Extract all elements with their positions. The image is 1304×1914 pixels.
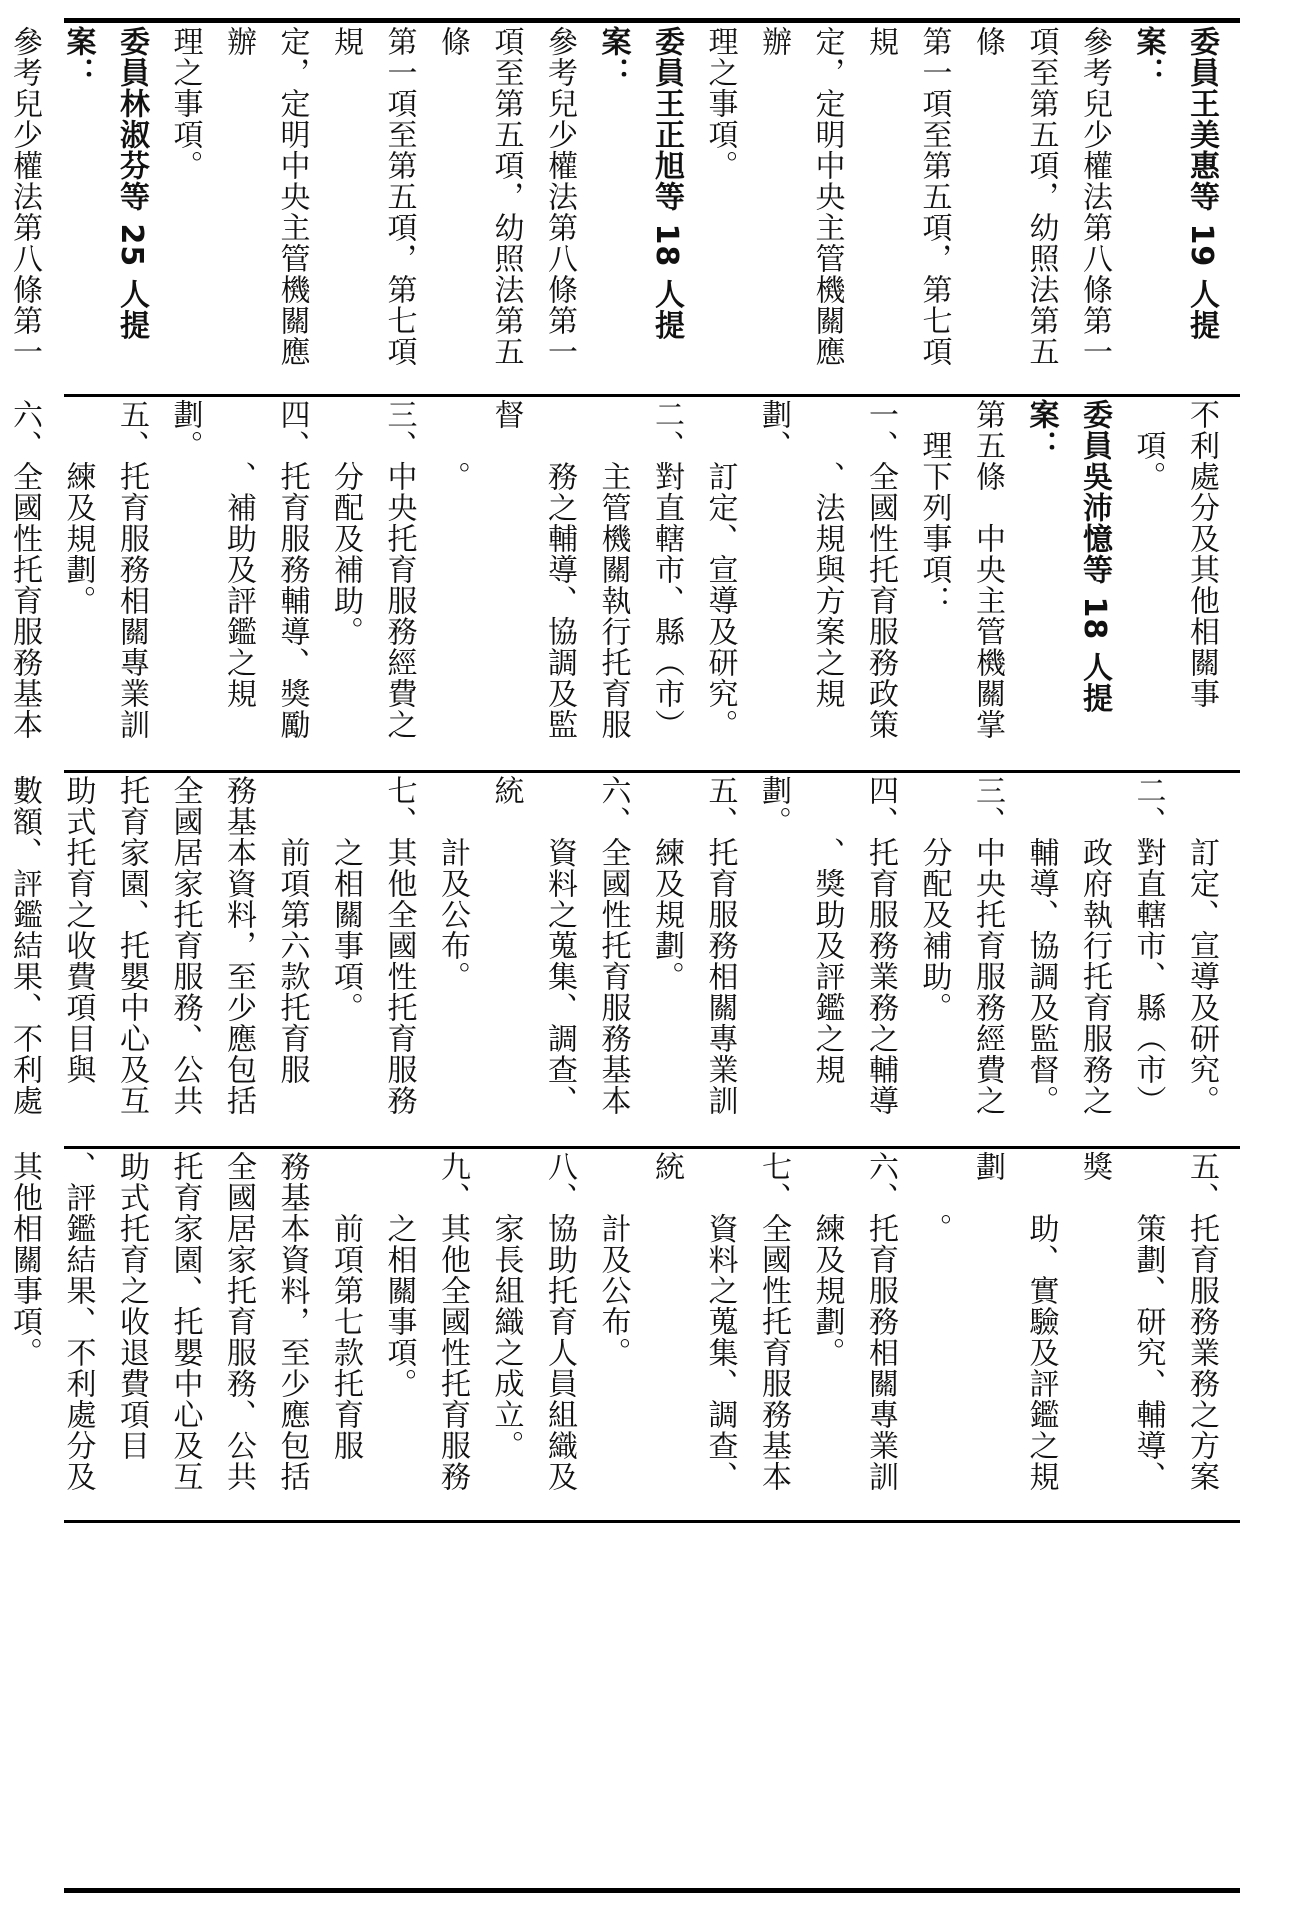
text-line: 三、中央托育服務經費之 xyxy=(970,775,1005,1116)
text-band-3 xyxy=(7,775,1240,1144)
band-divider xyxy=(64,1146,1240,1149)
text-line: 定，定明中央主管機關應辦 xyxy=(756,26,845,367)
text-line: 六、托育服務相關專業訓 xyxy=(863,1151,898,1492)
text-band-1 xyxy=(7,26,1240,392)
text-line: 。 xyxy=(916,1151,952,1244)
text-line: 六、全國性托育服務基本 xyxy=(595,775,631,1116)
text-line: 第五條 中央主管機關掌 xyxy=(970,399,1005,740)
text-line: 之相關事項。 xyxy=(381,1151,417,1399)
text-line: 三、中央托育服務經費之 xyxy=(381,399,417,740)
proposal-heading: 委員王美惠等 19 人提案： xyxy=(1130,26,1219,341)
band-divider xyxy=(64,770,1240,773)
text-line: 一、全國性托育服務政策 xyxy=(863,399,898,740)
text-line: 練及規劃。 xyxy=(649,775,684,992)
top-rule xyxy=(64,18,1240,23)
text-line: 七、全國性托育服務基本 xyxy=(756,1151,791,1492)
text-line: 理之事項。 xyxy=(702,26,738,181)
text-line: 訂定、宣導及研究。 xyxy=(702,399,738,740)
band-1-text xyxy=(7,26,1240,392)
text-line: 參考兒少權法第八條第一 xyxy=(7,26,42,367)
text-line: 七、其他全國性托育服務 xyxy=(381,775,417,1116)
text-line: 九、其他全國性托育服務 xyxy=(435,1151,470,1492)
text-line: 前項第七款托育服 xyxy=(328,1151,363,1461)
band-divider xyxy=(64,394,1240,397)
text-line: 家長組織之成立。 xyxy=(488,1151,524,1461)
band-2-text xyxy=(7,399,1240,768)
text-line: 。 xyxy=(435,399,470,492)
text-line: 八、協助托育人員組織及 xyxy=(542,1151,577,1492)
band-divider xyxy=(64,1520,1240,1523)
text-line: 第一項至第五項，第七項規 xyxy=(863,26,952,367)
proposal-heading: 委員林淑芬等 25 人提案： xyxy=(60,26,149,341)
text-line: 、評鑑結果、不利處分及 xyxy=(60,1151,96,1492)
text-line: 助式托育之收費項目與 xyxy=(60,775,96,1085)
text-band-2 xyxy=(7,399,1240,768)
text-line: 項。 xyxy=(1130,399,1166,492)
text-line: 二、對直轄市、縣（市） xyxy=(649,399,684,740)
text-line: 策劃、研究、輔導、獎 xyxy=(1077,1151,1166,1492)
text-line: 務基本資料，至少應包括 xyxy=(221,775,256,1116)
text-line: 資料之蒐集、調查、統 xyxy=(649,1151,738,1492)
text-line: 助式托育之收退費項目 xyxy=(114,1151,149,1461)
text-line: 數額、評鑑結果、不利處 xyxy=(7,775,42,1116)
bottom-rule xyxy=(64,1888,1240,1893)
text-line: 五、托育服務相關專業訓 xyxy=(114,399,149,740)
proposal-heading: 委員吳沛憶等 18 人提案： xyxy=(1023,399,1112,714)
text-line: 、補助及評鑑之規劃。 xyxy=(167,399,256,709)
text-line: 主管機關執行托育服 xyxy=(595,399,631,740)
text-line: 練及規劃。 xyxy=(60,399,96,616)
text-line: 、獎助及評鑑之規劃。 xyxy=(756,775,845,1085)
text-line: 務之輔導、協調及監督 xyxy=(488,399,577,740)
text-line: 項至第五項，幼照法第五條 xyxy=(435,26,524,367)
text-line: 項至第五項，幼照法第五條 xyxy=(970,26,1059,367)
text-line: 其他相關事項。 xyxy=(7,1151,42,1368)
text-line: 計及公布。 xyxy=(595,1151,631,1368)
text-line: 定，定明中央主管機關應辦 xyxy=(221,26,310,367)
text-line: 之相關事項。 xyxy=(328,775,363,1023)
text-line: 輔導、協調及監督。 xyxy=(1023,775,1059,1116)
text-line: 訂定、宣導及研究。 xyxy=(1184,775,1219,1116)
text-line: 第一項至第五項，第七項規 xyxy=(328,26,417,367)
text-line: 計及公布。 xyxy=(435,775,470,992)
text-line: 二、對直轄市、縣（市） xyxy=(1130,775,1166,1116)
text-line: 托育家園、托嬰中心及互 xyxy=(114,775,149,1116)
text-line: 全國居家托育服務、公共 xyxy=(167,775,203,1116)
band-4-text xyxy=(7,1151,1240,1518)
text-line: 五、托育服務業務之方案 xyxy=(1184,1151,1219,1492)
text-line: 政府執行托育服務之 xyxy=(1077,775,1112,1116)
text-line: 四、托育服務輔導、獎勵 xyxy=(274,399,310,740)
text-line: 理下列事項： xyxy=(916,399,952,616)
text-line: 托育家園、托嬰中心及互 xyxy=(167,1151,203,1492)
band-3-text xyxy=(7,775,1240,1144)
text-line: 前項第六款托育服 xyxy=(274,775,310,1085)
text-line: 參考兒少權法第八條第一 xyxy=(542,26,577,367)
proposal-heading: 委員王正旭等 18 人提案： xyxy=(595,26,684,341)
text-line: 參考兒少權法第八條第一 xyxy=(1077,26,1112,367)
text-line: 六、全國性托育服務基本 xyxy=(7,399,42,740)
text-line: 全國居家托育服務、公共 xyxy=(221,1151,256,1492)
text-line: 分配及補助。 xyxy=(916,775,952,1023)
text-line: 分配及補助。 xyxy=(328,399,363,647)
text-line: 、法規與方案之規劃、 xyxy=(756,399,845,709)
text-line: 助、實驗及評鑑之規劃 xyxy=(970,1151,1059,1492)
text-line: 理之事項。 xyxy=(167,26,203,181)
text-line: 五、托育服務相關專業訓 xyxy=(702,775,738,1116)
text-line: 務基本資料，至少應包括 xyxy=(274,1151,310,1492)
text-line: 四、托育服務業務之輔導 xyxy=(863,775,898,1116)
text-line: 練及規劃。 xyxy=(809,1151,845,1368)
text-line: 不利處分及其他相關事 xyxy=(1184,399,1219,709)
text-band-4 xyxy=(7,1151,1240,1518)
text-line: 資料之蒐集、調查、統 xyxy=(488,775,577,1116)
